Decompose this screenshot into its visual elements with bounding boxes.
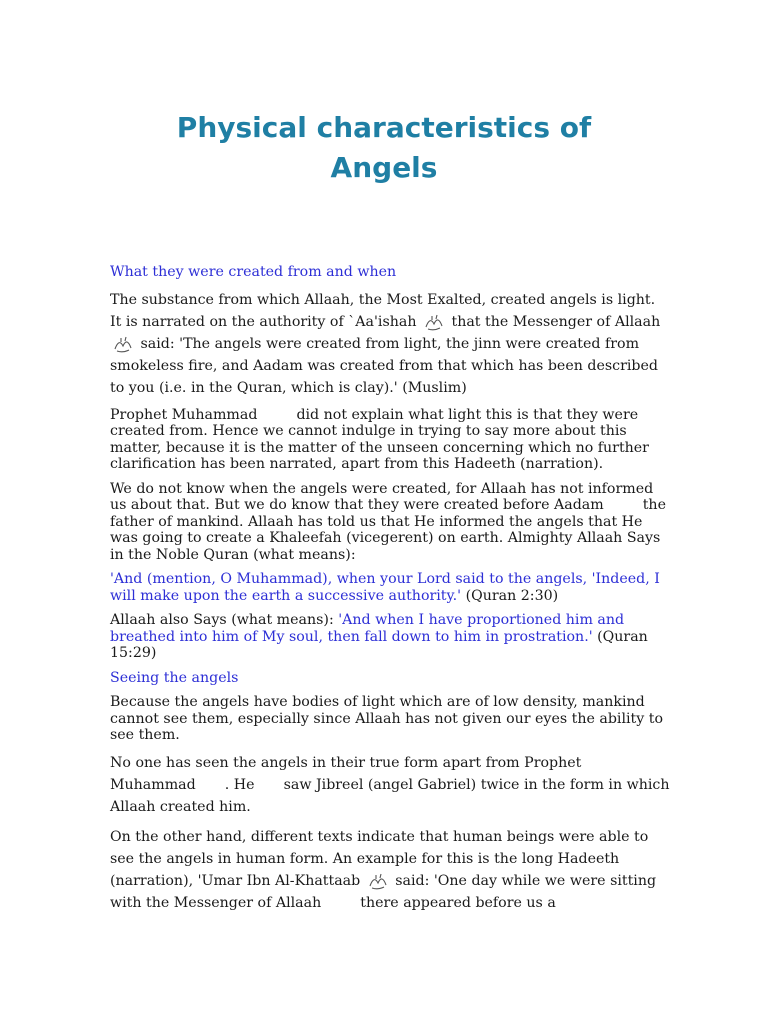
- paragraph-density: Because the angels have bodies of light which are of low density, mankind cannot see them, especially since Allaah has not given our eyes the ability to see them.: [110, 694, 664, 743]
- text-span: Allaah also Says (what means):: [110, 612, 334, 628]
- title-line-1: Physical characteristics of: [176, 111, 592, 144]
- paragraph-when: [110, 481, 670, 564]
- paragraph-true-form: [110, 752, 670, 818]
- honorific-seal-icon: [112, 334, 134, 354]
- paragraph-light: [110, 407, 670, 473]
- text-span: said: 'One day while we were sitting with the Messenger of Allaah: [110, 872, 657, 911]
- text-span: saw Jibreel (angel Gabriel) twice in the form in which Allaah created him.: [110, 776, 670, 815]
- honorific-seal-icon: [367, 871, 389, 891]
- quran-citation: (Quran 15:29): [110, 628, 648, 661]
- section-heading-seeing: Seeing the angels: [110, 669, 239, 686]
- text-span: said: 'The angels were created from light, the jinn were created from smokeless fire, and Aadam was created from that which has been described to you (i.e. in the Quran, which is clay).' (Muslim): [110, 335, 658, 396]
- text-span: that the Messenger of Allaah: [451, 313, 661, 330]
- text-span: . He: [224, 776, 255, 793]
- quran-citation: (Quran 2:30): [465, 587, 559, 604]
- title-line-2: Angels: [330, 151, 438, 184]
- quran-quote: 'And (mention, O Muhammad), when your Lord said to the angels, 'Indeed, I will make upon the earth a successive authority.': [110, 571, 660, 604]
- section-heading-creation: What they were created from and when: [110, 264, 397, 280]
- paragraph-substance: [110, 289, 670, 399]
- honorific-seal-icon: [423, 312, 445, 332]
- quote-paragraph-1: [110, 571, 670, 604]
- text-span: Prophet Muhammad: [110, 406, 258, 423]
- text-span: there appeared before us a: [360, 894, 556, 911]
- quran-quote: 'And when I have proportioned him and breathed into him of My soul, then fall down to him in prostration.': [110, 612, 625, 645]
- text-span: did not explain what light this is that they were created from. Hence we cannot indulge in trying to say more about this matter, because it is the matter of the unseen concerning which no further clarification has been narrated, apart from this Hadeeth (narration).: [110, 406, 649, 472]
- quote-paragraph-2: [110, 612, 670, 662]
- text-span: No one has seen the angels in their true form apart from Prophet Muhammad: [110, 754, 582, 793]
- text-span: the father of mankind. Allaah has told us that He informed the angels that He was going to create a Khaleefah (vicegerent) on earth. Almighty Allaah Says in the Noble Quran (what means):: [110, 497, 666, 563]
- text-span: The substance from which Allaah, the Most Exalted, created angels is light. It is narrated on the authority of `Aa'ishah: [110, 291, 656, 330]
- page-title: [0, 108, 768, 188]
- text-span: We do not know when the angels were created, for Allaah has not informed us about that. But we do know that they were created before Aadam: [110, 480, 654, 513]
- paragraph-human-form: [110, 826, 670, 914]
- text-span: On the other hand, different texts indicate that human beings were able to see the angels in human form. An example for this is the long Hadeeth (narration), 'Umar Ibn Al-Khattaab: [110, 828, 649, 889]
- article-body: [110, 264, 670, 922]
